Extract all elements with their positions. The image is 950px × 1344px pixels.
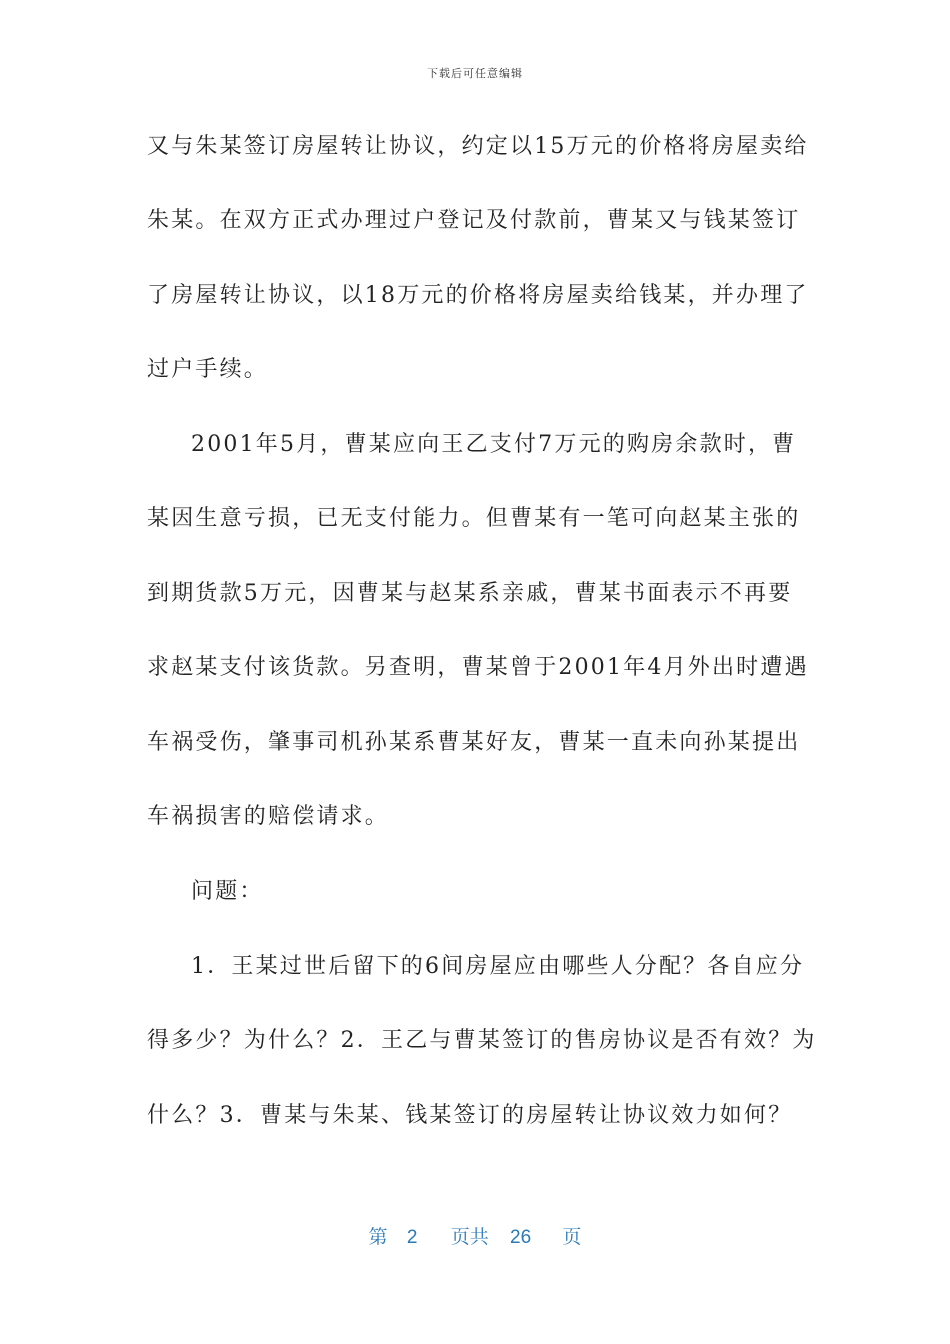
- body-line-11: 问题：: [191, 879, 264, 904]
- body-line-14: 什么？3．曹某与朱某、钱某签订的房屋转让协议效力如何？: [147, 1103, 793, 1128]
- page-header-note: 下载后可任意编辑: [427, 67, 523, 80]
- body-line-4: 过户手续。: [147, 357, 269, 382]
- body-line-6: 某因生意亏损，已无支付能力。但曹某有一笔可向赵某主张的: [147, 506, 801, 531]
- footer-total-pages: 26: [510, 1227, 532, 1248]
- page-footer: [0, 1226, 950, 1250]
- body-line-10: 车祸损害的赔偿请求。: [147, 804, 390, 829]
- body-line-5: 2001年5月，曹某应向王乙支付7万元的购房余款时，曹: [191, 432, 797, 457]
- footer-label-middle: 页共: [450, 1227, 489, 1248]
- body-line-12: 1．王某过世后留下的6间房屋应由哪些人分配？各自应分: [191, 954, 805, 979]
- footer-current-page: 2: [406, 1227, 418, 1248]
- footer-label-prefix: 第: [368, 1227, 388, 1248]
- body-line-7: 到期货款5万元，因曹某与赵某系亲戚，曹某书面表示不再要: [147, 581, 793, 606]
- body-line-1: 又与朱某签订房屋转让协议，约定以15万元的价格将房屋卖给: [147, 134, 809, 159]
- body-line-2: 朱某。在双方正式办理过户登记及付款前，曹某又与钱某签订: [147, 208, 801, 233]
- footer-label-suffix: 页: [562, 1227, 582, 1248]
- body-line-13: 得多少？为什么？2．王乙与曹某签订的售房协议是否有效？为: [147, 1028, 817, 1053]
- body-line-9: 车祸受伤，肇事司机孙某系曹某好友，曹某一直未向孙某提出: [147, 730, 801, 755]
- body-line-8: 求赵某支付该货款。另查明，曹某曾于2001年4月外出时遭遇: [147, 655, 809, 680]
- body-line-3: 了房屋转让协议，以18万元的价格将房屋卖给钱某，并办理了: [147, 283, 809, 308]
